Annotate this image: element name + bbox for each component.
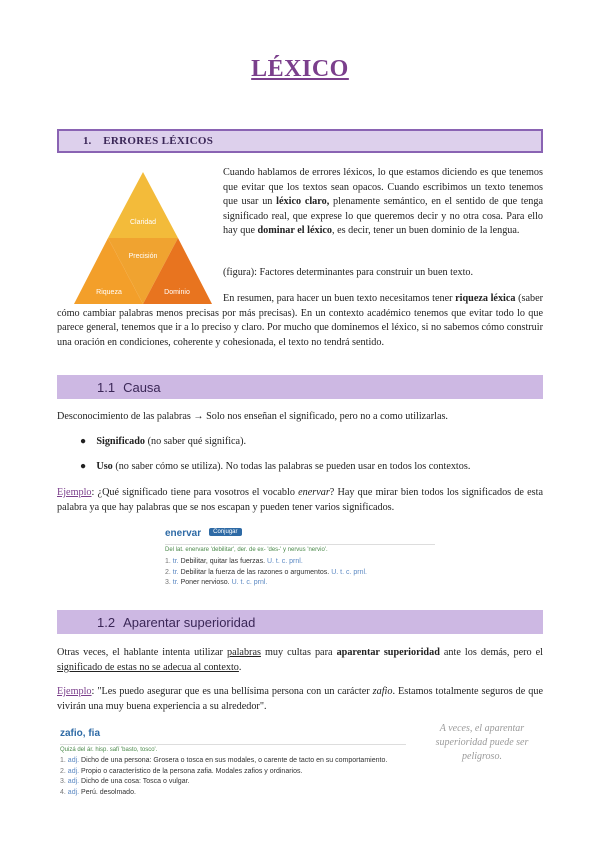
para1-text-e: , es decir, tener un buen dominio de la lengua.	[332, 225, 520, 236]
dictionary-sense	[60, 788, 406, 799]
conjugar-button[interactable]: Conjugar	[209, 528, 241, 536]
example-zafio	[57, 685, 543, 714]
sense-text: Dicho de una cosa: Tosca o vulgar.	[81, 778, 190, 785]
bullet-rest: (no saber qué significa).	[145, 436, 247, 447]
para1-text-a: Cuando hablamos de errores léxicos, lo que estamos diciendo es que tenemos que evitar que los textos sean opacos. Cuando escribimos un texto tenemos que usar un	[223, 167, 543, 207]
para1-text-c: plenamente semántico, en el sentido de que tenga significado real, que exprese lo que queremos decir y no otra cosa. Para ello hay que	[223, 196, 543, 236]
causa-line: Desconocimiento de las palabras → Solo nos enseñan el significado, pero no a como utilizarlas.	[57, 411, 448, 422]
dictionary-headword: zafio, fia	[60, 728, 101, 739]
subsection-header-causa	[57, 375, 543, 399]
para3-bold-aparentar: aparentar superioridad	[336, 647, 440, 658]
page-title: LÉXICO	[251, 56, 349, 82]
example-text-b: ? Hay que mirar bien todos los significados de esta palabra ya que hay palabras que se nos escapan y pueden tener varios significados.	[57, 487, 543, 513]
bullet-uso	[80, 460, 540, 474]
dictionary-sense	[60, 767, 406, 778]
example-word: enervar	[298, 487, 330, 498]
example-text-a: : ¿Qué significado tiene para vosotros el vocablo	[91, 487, 299, 498]
side-note: A veces, el aparentar superioridad puede ser peligroso.	[435, 723, 529, 762]
bullet-dot-icon: ●	[80, 461, 87, 472]
sense-number: 2.	[165, 568, 171, 576]
sense-usage: U. t. c. prnl.	[231, 579, 268, 586]
sense-number: 1.	[60, 757, 66, 764]
pyramid-figure	[74, 168, 212, 308]
para3-text-g: .	[238, 661, 242, 673]
para3-text-e: ante los demás, pero el	[439, 647, 544, 658]
para3-underline-palabras: palabras	[226, 647, 261, 658]
para1-bold-lexico-claro: léxico claro,	[276, 196, 330, 207]
example-text-b: . Estamos totalmente seguros de que vivirán una muy buena experiencia a su alrededor".	[57, 686, 543, 712]
sense-number: 3.	[165, 579, 171, 586]
sense-tag: tr.	[172, 558, 179, 565]
example-word: zafio	[372, 686, 393, 697]
subsection-header-aparentar	[57, 610, 543, 634]
sense-text: Debilitar la fuerza de las razones o argumentos.	[180, 568, 330, 576]
subsection-number: 1.2	[97, 614, 116, 630]
sense-tag: adj.	[67, 757, 80, 764]
dictionary-sense	[165, 557, 435, 568]
para3-text-c: muy cultas para	[260, 647, 337, 658]
pyramid-label-right: Dominio	[164, 289, 190, 296]
dictionary-sense	[165, 578, 435, 589]
sense-usage: U. t. c. prnl.	[266, 558, 303, 565]
paragraph-errores-lexicos	[223, 166, 543, 239]
sense-number: 4.	[60, 788, 66, 796]
pyramid-label-top: Claridad	[129, 219, 157, 226]
sense-tag: adj.	[67, 778, 80, 785]
bullet-dot-icon: ●	[80, 436, 87, 447]
sense-usage: U. t. c. prnl.	[331, 568, 367, 576]
sense-text: Debilitar, quitar las fuerzas.	[180, 558, 266, 565]
bullet-significado	[80, 435, 540, 449]
para3-text-a: Otras veces, el hablante intenta utilizar	[57, 647, 227, 658]
sense-tag: adj.	[67, 767, 80, 775]
example-label: Ejemplo	[57, 686, 92, 697]
para2-text-c: (saber cómo cambiar palabras menos precisas por más precisas). En un contexto académico tenemos que evitar todo lo que parece general, tenemos que ir a lo preciso y claro. Por mucho que dominemos el léxico, si no sabemos cómo construir una oración en condiciones, coherente y cohesionada, el texto no tendrá sentido.	[57, 293, 544, 348]
dictionary-entry-enervar	[165, 523, 435, 601]
paragraph-aparentar	[57, 646, 543, 675]
sense-tag: tr.	[172, 568, 179, 576]
sense-tag: adj.	[67, 788, 80, 796]
example-enervar	[57, 486, 543, 515]
para3-underline-significado: significado de estas no se adecua al contexto	[57, 661, 239, 673]
bullet-strong: Uso	[96, 461, 113, 472]
sense-number: 1.	[165, 558, 171, 565]
pyramid-label-middle: Precisión	[128, 253, 158, 260]
subsection-label: Aparentar superioridad	[123, 614, 256, 630]
example-label: Ejemplo	[57, 487, 92, 498]
para2-text-a: En resumen, para hacer un buen texto necesitamos tener	[223, 293, 456, 304]
dictionary-sense	[60, 756, 406, 767]
sense-tag: tr.	[172, 579, 179, 586]
subsection-label: Causa	[123, 379, 161, 395]
sense-number: 2.	[60, 767, 66, 775]
dictionary-etymology: Quizá del ár. hisp. safí 'basto, tosco'.	[60, 744, 406, 753]
example-text-a: : "Les puedo asegurar que es una bellísima persona con un carácter	[91, 686, 373, 697]
bullet-rest: (no saber cómo se utiliza). No todas las palabras se pueden usar en todos los contextos.	[112, 461, 471, 472]
section-label: ERRORES LÉXICOS	[103, 135, 214, 147]
sense-text: Perú. desolmado.	[81, 788, 136, 796]
sense-text: Dicho de una persona: Grosera o tosca en sus modales, o carente de tacto en su comportamiento.	[81, 757, 388, 764]
section-number: 1.	[83, 135, 92, 147]
sense-text: Propio o característico de la persona zafia. Modales zafios y ordinarios.	[81, 767, 303, 775]
paragraph-resumen	[57, 292, 543, 350]
dictionary-sense	[165, 568, 435, 579]
sense-number: 3.	[60, 778, 66, 785]
section-header-errores-lexicos	[57, 129, 543, 153]
dictionary-headword: enervar	[165, 528, 202, 539]
bullet-strong: Significado	[96, 436, 146, 447]
subsection-number: 1.1	[97, 379, 116, 395]
pyramid-label-left: Riqueza	[96, 289, 122, 296]
para1-bold-dominar: dominar el léxico	[257, 225, 333, 236]
pyramid-top-segment	[108, 172, 178, 238]
sense-text: Poner nervioso.	[180, 579, 230, 586]
figure-caption: (figura): Factores determinantes para construir un buen texto.	[223, 267, 474, 278]
dictionary-entry-zafio	[60, 723, 406, 805]
dictionary-etymology: Del lat. enervare 'debilitar', der. de ex- 'des-' y nervus 'nervio'.	[165, 544, 435, 553]
dictionary-sense	[60, 777, 406, 788]
para2-bold-riqueza: riqueza léxica	[455, 293, 516, 304]
